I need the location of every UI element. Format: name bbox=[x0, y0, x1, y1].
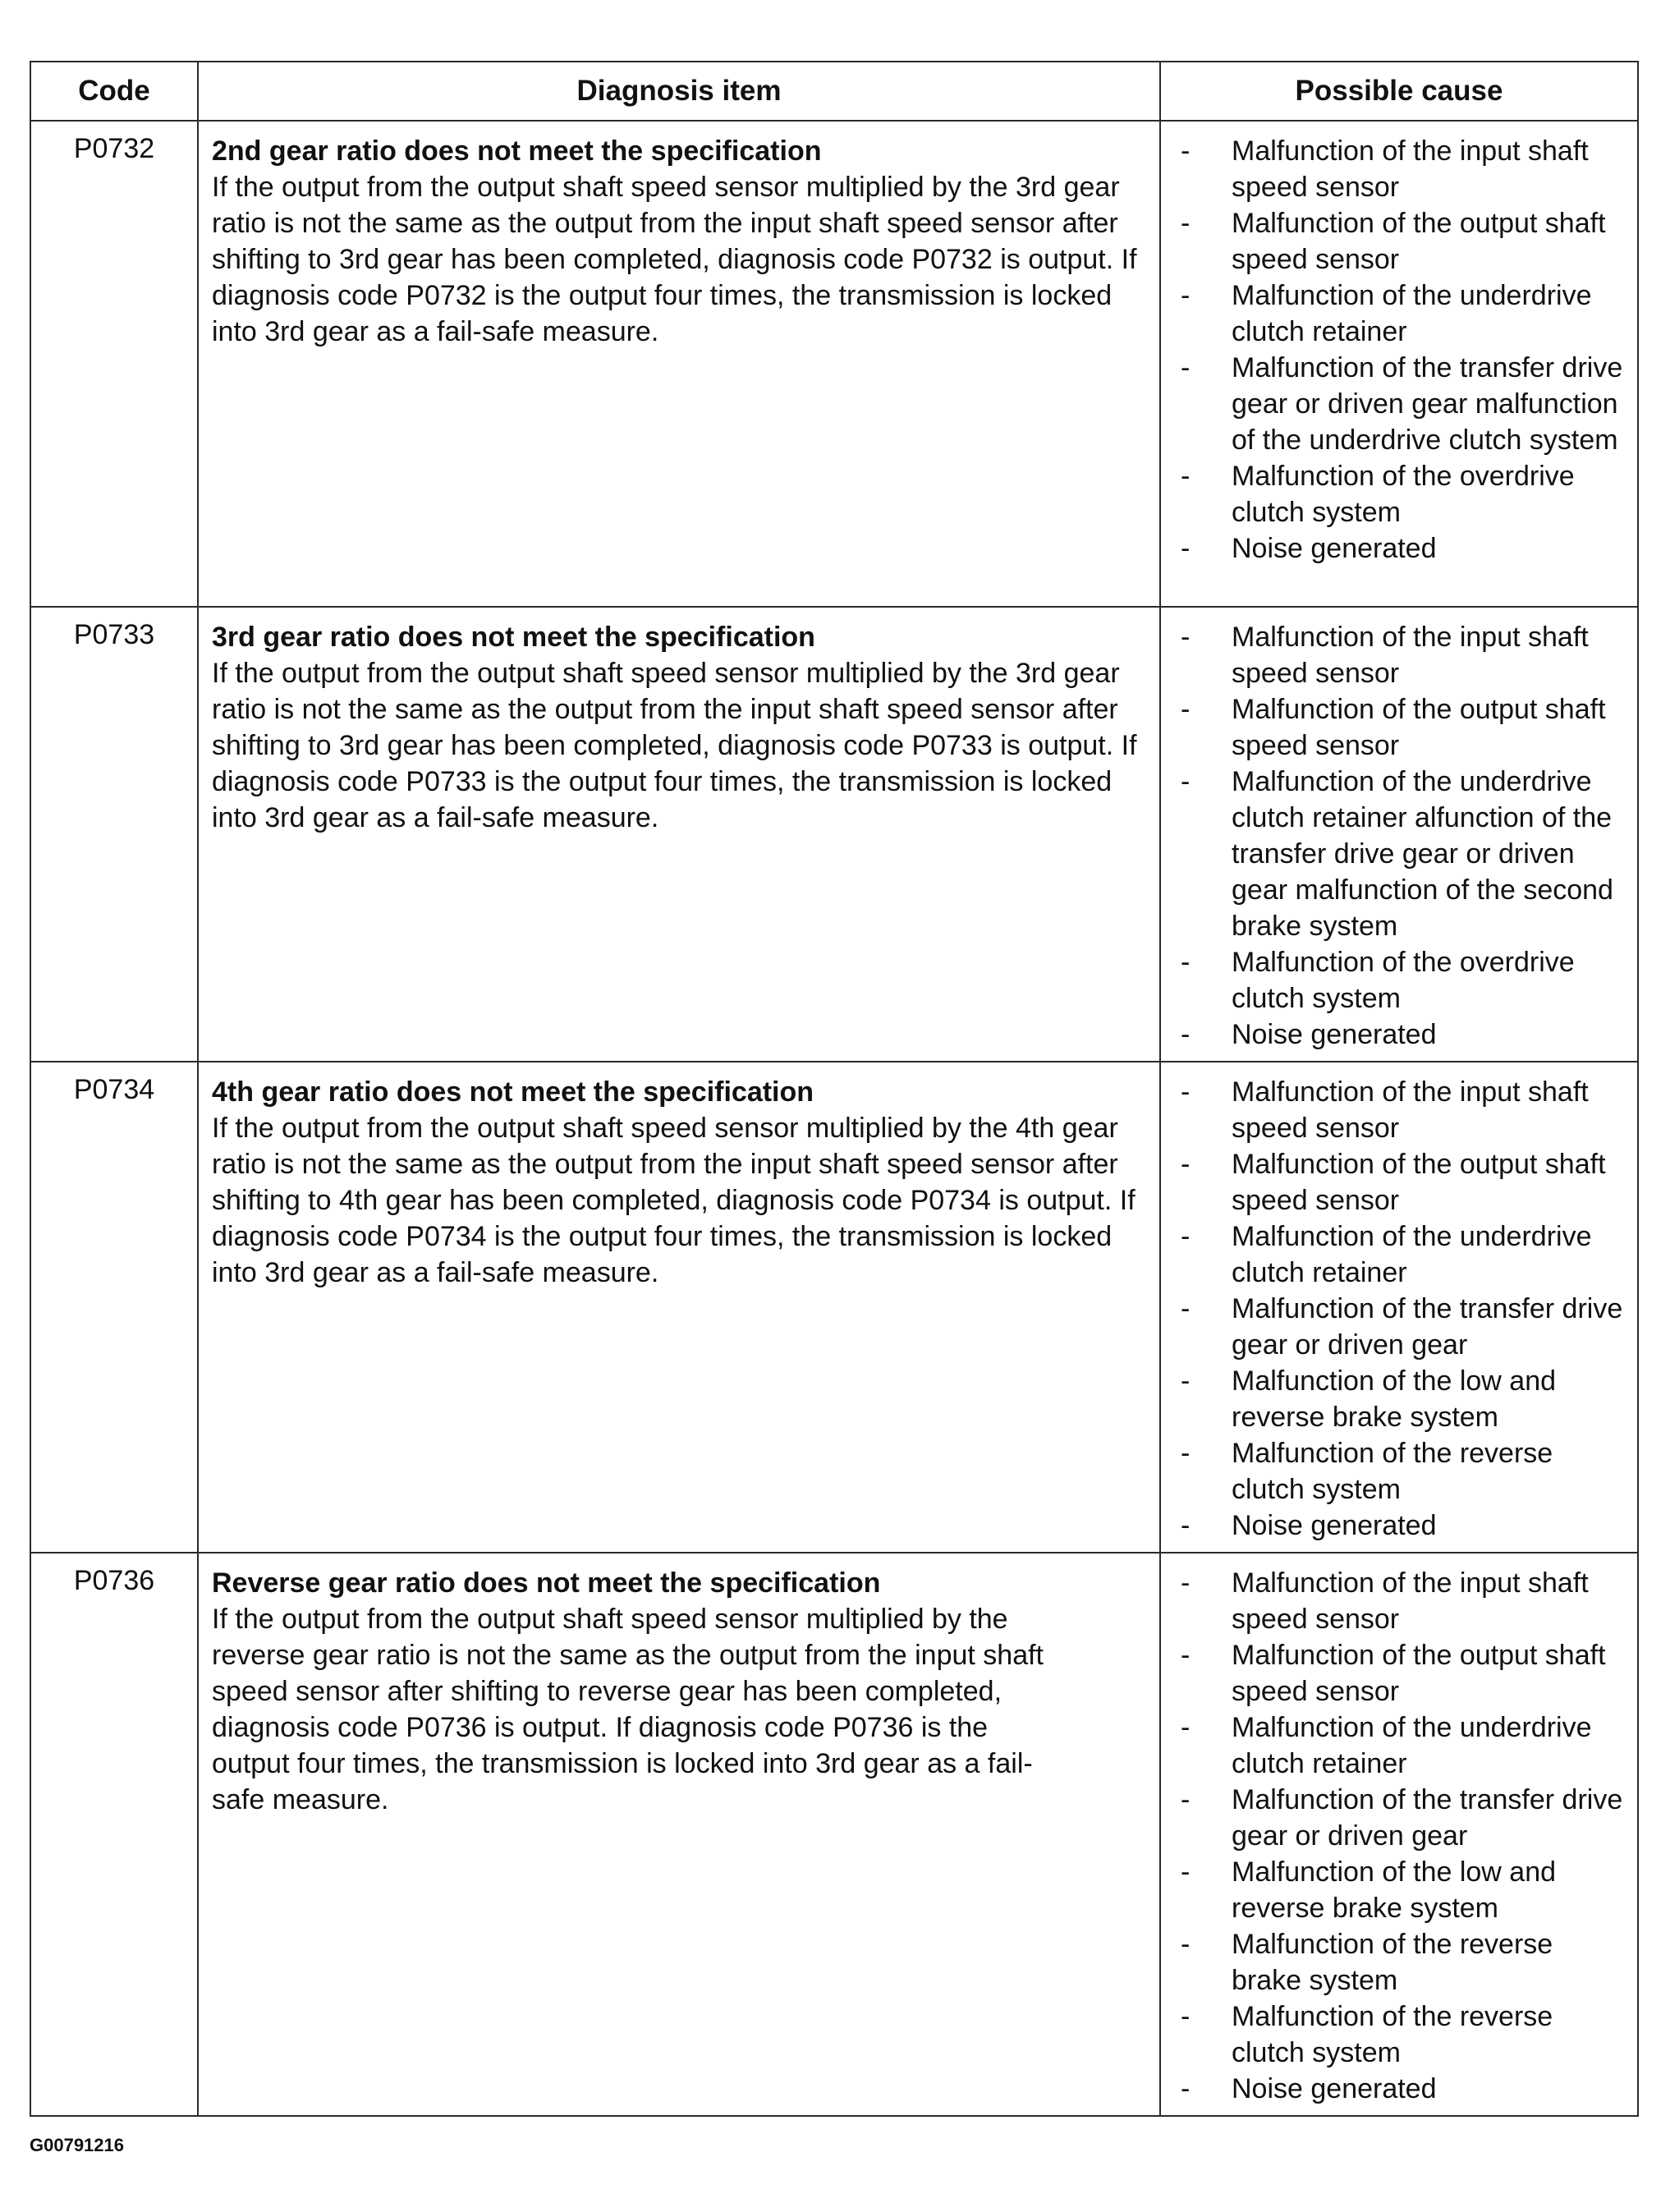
dash-bullet: - bbox=[1181, 533, 1191, 564]
possible-cause-cell bbox=[1160, 121, 1638, 607]
cause-text: Malfunction of the overdrive clutch system bbox=[1232, 947, 1575, 1014]
diagnosis-description: If the output from the output shaft speed sensor multiplied by the 3rd gear ratio is not the same as the output from the input shaft speed sensor after shifting to 3rd gear has been completed, diagnosis code P0732 is output. If diagnosis code P0732 is the output four times, the transmission is locked into 3rd gear as a fail-safe measure. bbox=[212, 172, 1137, 347]
dash-bullet: - bbox=[1181, 1293, 1191, 1324]
cause-text: Malfunction of the transfer drive gear or driven gear malfunction of the underdrive clutch system bbox=[1232, 352, 1623, 456]
cause-item bbox=[1172, 619, 1629, 691]
cause-text: Malfunction of the overdrive clutch system bbox=[1232, 461, 1575, 528]
dash-bullet: - bbox=[1181, 1438, 1191, 1469]
cause-text: Malfunction of the low and reverse brake system bbox=[1232, 1856, 1557, 1924]
dash-bullet: - bbox=[1181, 1784, 1191, 1815]
cause-text: Malfunction of the output shaft speed sensor bbox=[1232, 694, 1606, 761]
cause-list bbox=[1172, 133, 1629, 567]
table-row bbox=[30, 607, 1638, 1062]
cause-item bbox=[1172, 1709, 1629, 1782]
cause-item bbox=[1172, 1218, 1629, 1291]
diagnosis-title: 2nd gear ratio does not meet the specification bbox=[212, 135, 822, 167]
table-row bbox=[30, 1553, 1638, 2116]
dash-bullet: - bbox=[1181, 1640, 1191, 1671]
cause-list bbox=[1172, 619, 1629, 1053]
dash-bullet: - bbox=[1181, 766, 1191, 797]
dash-bullet: - bbox=[1181, 135, 1191, 167]
diagnosis-cell bbox=[198, 121, 1160, 607]
dash-bullet: - bbox=[1181, 461, 1191, 492]
cause-text: Malfunction of the output shaft speed sensor bbox=[1232, 1149, 1606, 1216]
dash-bullet: - bbox=[1181, 1149, 1191, 1180]
cause-item bbox=[1172, 1782, 1629, 1854]
dash-bullet: - bbox=[1181, 622, 1191, 653]
cause-text: Noise generated bbox=[1232, 1510, 1437, 1541]
cause-text: Malfunction of the reverse brake system bbox=[1232, 1929, 1553, 1996]
diagnosis-table bbox=[30, 61, 1639, 2117]
dash-bullet: - bbox=[1181, 1567, 1191, 1599]
code-cell: P0732 bbox=[30, 121, 198, 607]
cause-text: Malfunction of the low and reverse brake system bbox=[1232, 1365, 1557, 1433]
dash-bullet: - bbox=[1181, 947, 1191, 978]
cause-item bbox=[1172, 458, 1629, 530]
dash-bullet: - bbox=[1181, 694, 1191, 725]
dash-bullet: - bbox=[1181, 1510, 1191, 1541]
diagnosis-description: If the output from the output shaft speed sensor multiplied by the 4th gear ratio is not the same as the output from the input shaft speed sensor after shifting to 4th gear has been completed, diagnosis code P0734 is output. If diagnosis code P0734 is the output four times, the transmission is locked into 3rd gear as a fail-safe measure. bbox=[212, 1113, 1136, 1288]
dash-bullet: - bbox=[1181, 1076, 1191, 1108]
cause-item bbox=[1172, 1435, 1629, 1508]
cause-item bbox=[1172, 205, 1629, 278]
possible-cause-cell bbox=[1160, 607, 1638, 1062]
cause-text: Malfunction of the output shaft speed sensor bbox=[1232, 1640, 1606, 1707]
dash-bullet: - bbox=[1181, 208, 1191, 239]
header-code: Code bbox=[30, 62, 198, 121]
cause-item bbox=[1172, 350, 1629, 458]
dash-bullet: - bbox=[1181, 280, 1191, 311]
cause-item bbox=[1172, 1565, 1629, 1637]
cause-item bbox=[1172, 764, 1629, 944]
cause-text: Malfunction of the reverse clutch system bbox=[1232, 2001, 1553, 2068]
cause-item bbox=[1172, 1146, 1629, 1218]
possible-cause-cell bbox=[1160, 1062, 1638, 1553]
cause-text: Malfunction of the input shaft speed sensor bbox=[1232, 1567, 1589, 1635]
code-cell: P0734 bbox=[30, 1062, 198, 1553]
cause-text: Malfunction of the transfer drive gear or driven gear bbox=[1232, 1784, 1623, 1852]
dash-bullet: - bbox=[1181, 352, 1191, 383]
diagnosis-description: If the output from the output shaft speed sensor multiplied by the 3rd gear ratio is not the same as the output from the input shaft speed sensor after shifting to 3rd gear has been completed, diagnosis code P0733 is output. If diagnosis code P0733 is the output four times, the transmission is locked into 3rd gear as a fail-safe measure. bbox=[212, 658, 1137, 833]
diagnosis-title: 4th gear ratio does not meet the specification bbox=[212, 1076, 814, 1108]
table-row bbox=[30, 1062, 1638, 1553]
cause-text: Malfunction of the input shaft speed sensor bbox=[1232, 622, 1589, 689]
possible-cause-cell bbox=[1160, 1553, 1638, 2116]
dash-bullet: - bbox=[1181, 1856, 1191, 1888]
dash-bullet: - bbox=[1181, 2073, 1191, 2104]
cause-item bbox=[1172, 2071, 1629, 2107]
cause-text: Malfunction of the transfer drive gear or driven gear bbox=[1232, 1293, 1623, 1361]
cause-text: Malfunction of the underdrive clutch retainer bbox=[1232, 1712, 1592, 1779]
header-possible-cause: Possible cause bbox=[1160, 62, 1638, 121]
diagnosis-title: Reverse gear ratio does not meet the specification bbox=[212, 1567, 881, 1599]
diagnosis-cell bbox=[198, 1553, 1160, 2116]
cause-item bbox=[1172, 691, 1629, 764]
table-header-row bbox=[30, 62, 1638, 121]
code-cell: P0736 bbox=[30, 1553, 198, 2116]
diagnosis-cell bbox=[198, 607, 1160, 1062]
cause-item bbox=[1172, 1637, 1629, 1709]
cause-item bbox=[1172, 944, 1629, 1017]
cause-text: Malfunction of the input shaft speed sensor bbox=[1232, 135, 1589, 203]
dash-bullet: - bbox=[1181, 1019, 1191, 1050]
dash-bullet: - bbox=[1181, 1365, 1191, 1397]
dash-bullet: - bbox=[1181, 1221, 1191, 1252]
cause-item bbox=[1172, 1291, 1629, 1363]
cause-list bbox=[1172, 1565, 1629, 2107]
cause-item bbox=[1172, 1854, 1629, 1926]
cause-item bbox=[1172, 278, 1629, 350]
cause-text: Malfunction of the underdrive clutch retainer bbox=[1232, 280, 1592, 347]
dash-bullet: - bbox=[1181, 2001, 1191, 2032]
code-cell: P0733 bbox=[30, 607, 198, 1062]
cause-list bbox=[1172, 1074, 1629, 1544]
cause-text: Malfunction of the underdrive clutch retainer bbox=[1232, 1221, 1592, 1288]
cause-text: Malfunction of the reverse clutch system bbox=[1232, 1438, 1553, 1505]
cause-text: Malfunction of the input shaft speed sensor bbox=[1232, 1076, 1589, 1144]
cause-item bbox=[1172, 530, 1629, 567]
diagnosis-description: If the output from the output shaft speed sensor multiplied by the reverse gear ratio is not the same as the output from the input shaft speed sensor after shifting to reverse gear has been completed, diagnosis code P0736 is output. If diagnosis code P0736 is the output four times, the transmission is locked into 3rd gear as a fail-safe measure. bbox=[212, 1604, 1044, 1815]
cause-item bbox=[1172, 1926, 1629, 1999]
cause-text: Malfunction of the underdrive clutch retainer alfunction of the transfer drive gear or driven gear malfunction of the second brake system bbox=[1232, 766, 1613, 942]
cause-text: Noise generated bbox=[1232, 2073, 1437, 2104]
header-diagnosis-item: Diagnosis item bbox=[198, 62, 1160, 121]
figure-id: G00791216 bbox=[30, 2135, 124, 2155]
cause-text: Noise generated bbox=[1232, 1019, 1437, 1050]
dash-bullet: - bbox=[1181, 1712, 1191, 1743]
cause-item bbox=[1172, 1508, 1629, 1544]
cause-item bbox=[1172, 1363, 1629, 1435]
cause-item bbox=[1172, 133, 1629, 205]
table-row bbox=[30, 121, 1638, 607]
dash-bullet: - bbox=[1181, 1929, 1191, 1960]
cause-text: Malfunction of the output shaft speed sensor bbox=[1232, 208, 1606, 275]
cause-text: Noise generated bbox=[1232, 533, 1437, 564]
cause-item bbox=[1172, 1017, 1629, 1053]
cause-item bbox=[1172, 1999, 1629, 2071]
diagnosis-title: 3rd gear ratio does not meet the specification bbox=[212, 622, 815, 653]
diagnosis-cell bbox=[198, 1062, 1160, 1553]
cause-item bbox=[1172, 1074, 1629, 1146]
